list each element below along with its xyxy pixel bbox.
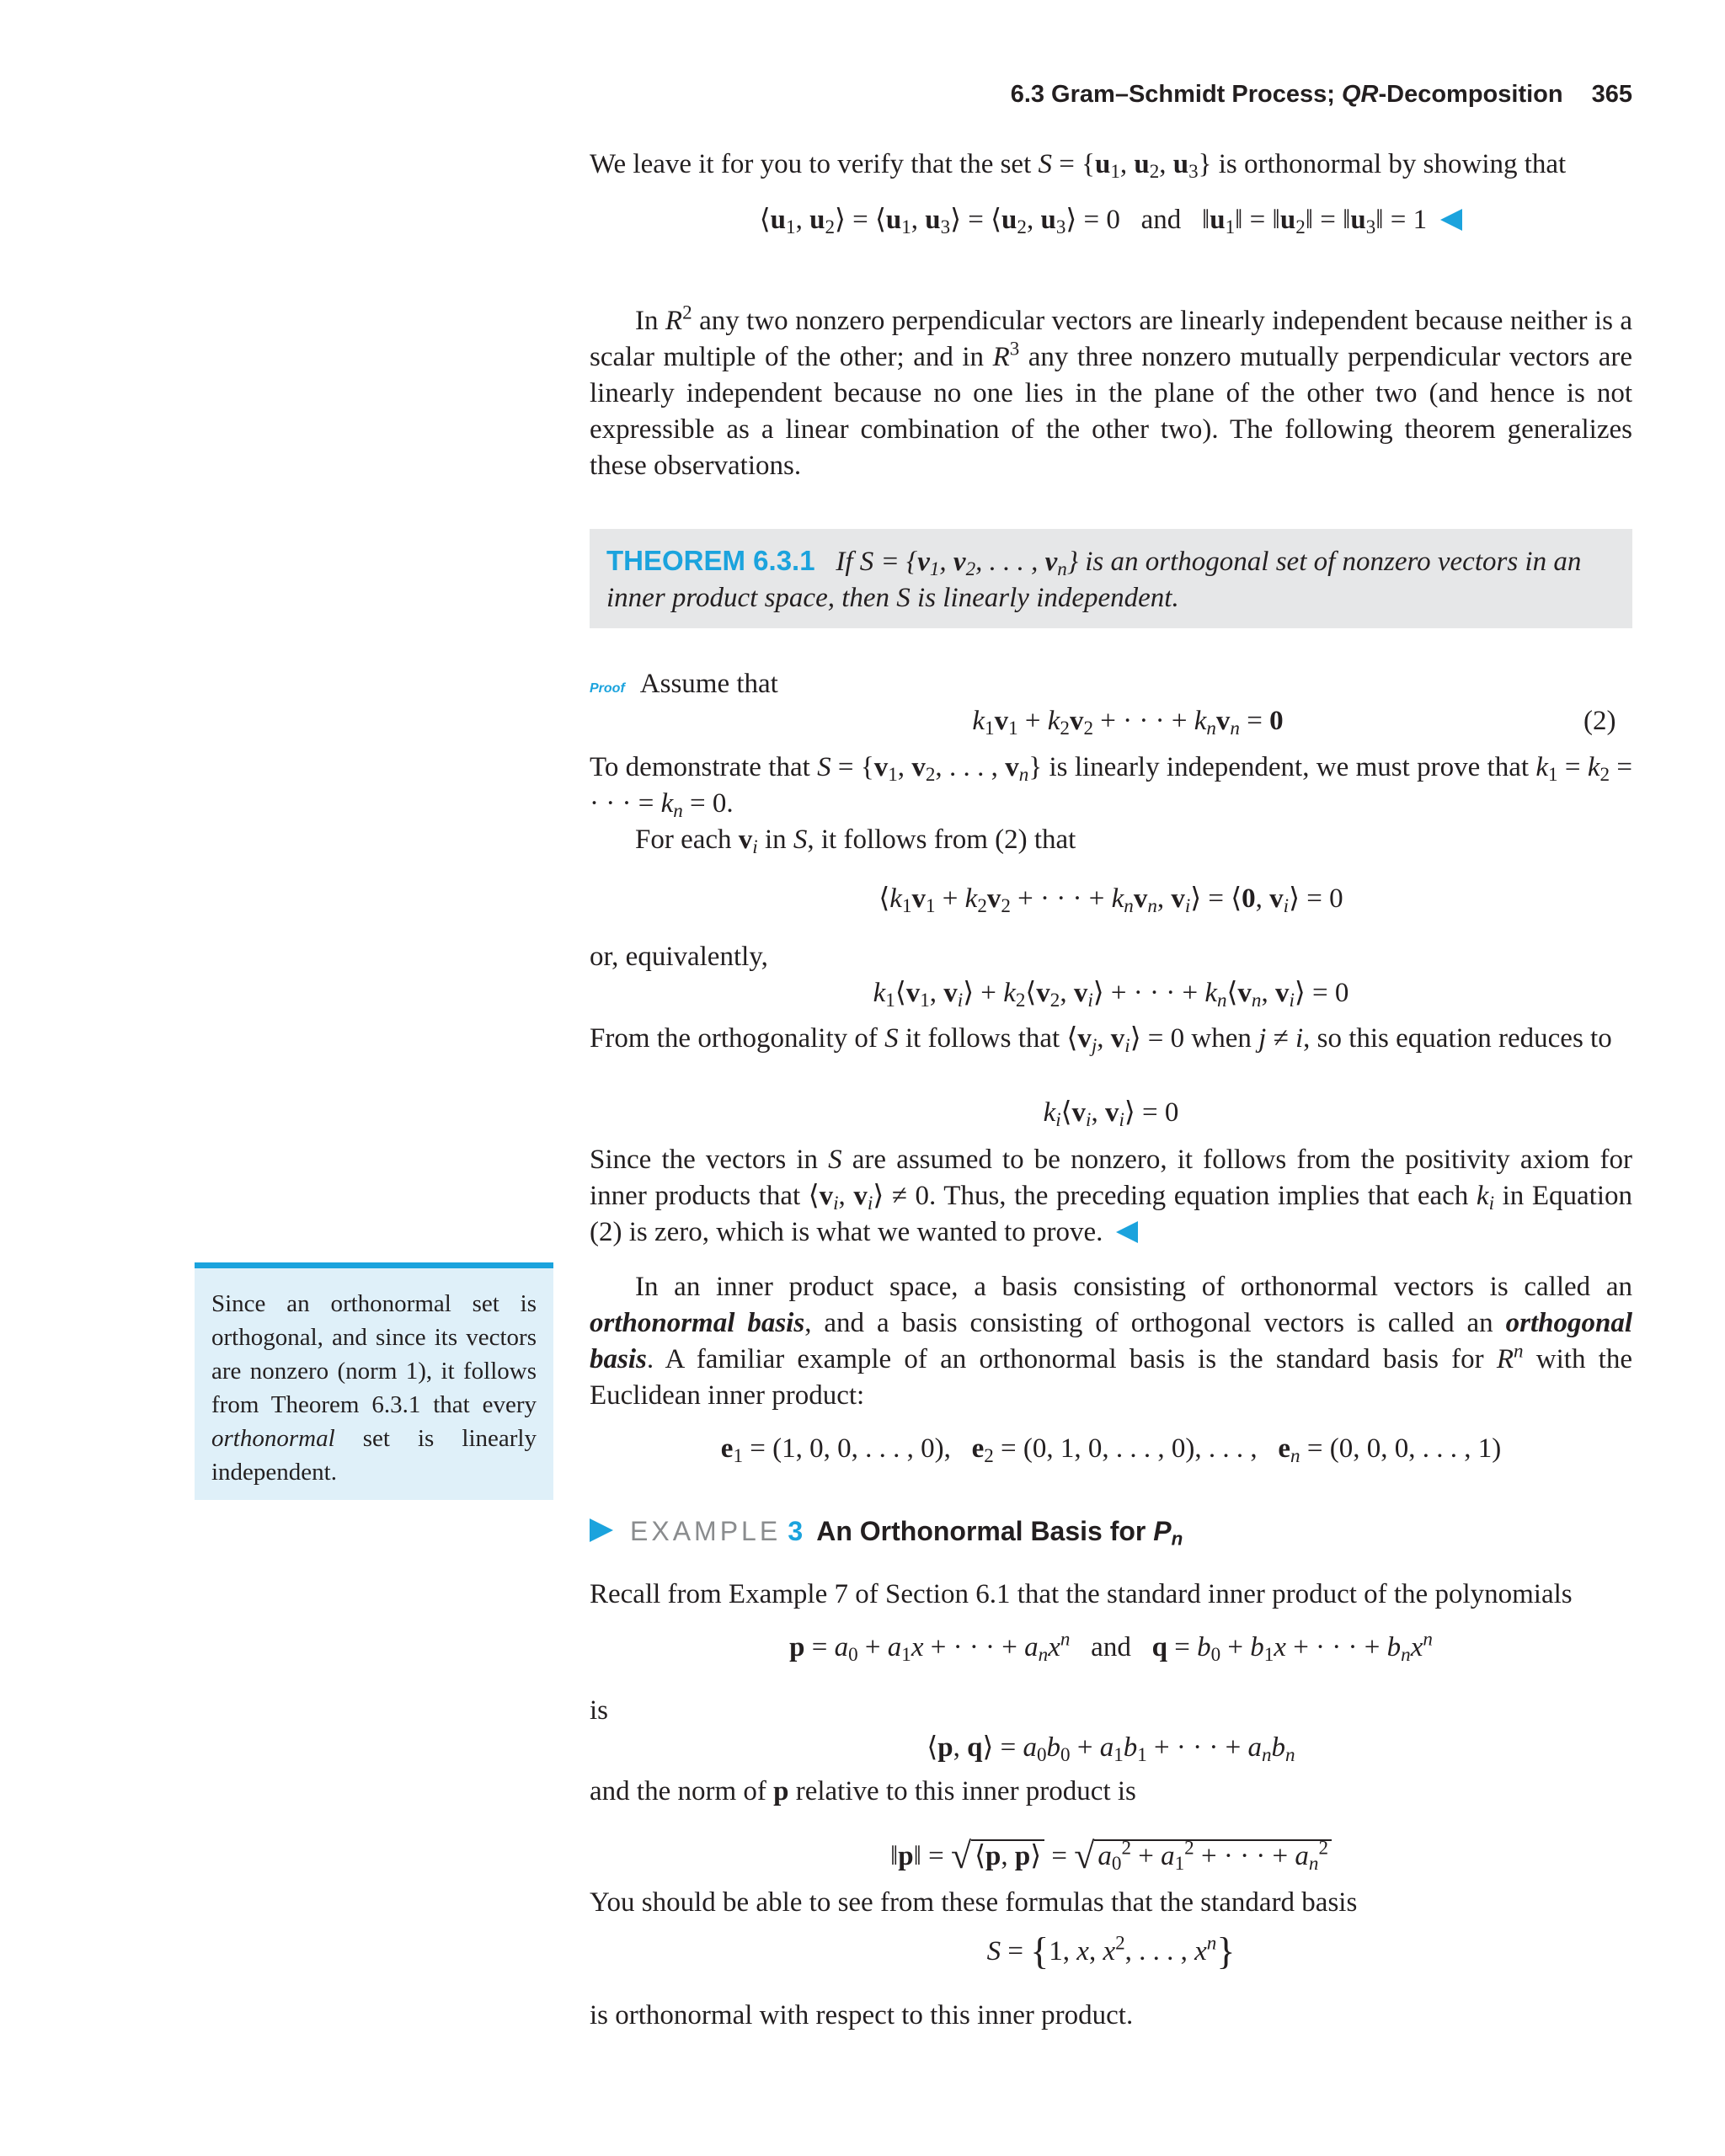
proof-conclusion: Since the vectors in S are assumed to be nonzero, it follows from the positivity axiom for inner products that $⟨v_i$, $v_i⟩ \ne 0$. Thus, the preceding equation implies that each $k_i$ in Equation (2) is zero, which is what we wanted to prove. (590, 1145, 1633, 1247)
section-title: 6.3 Gram–Schmidt Process; QR-Decomposition (1010, 81, 1563, 108)
equation-2: $k_1v_1 + k_2v_2$ + · · · + $k_nv_n = 0$ (972, 706, 1284, 739)
proof-start (590, 669, 1632, 700)
margin-note-text: Since an orthonormal set is orthogonal, and since its vectors are nonzero (norm 1), it follows from Theorem 6.3.1 that every orthonormal set is linearly independent. (211, 1290, 537, 1486)
perpendicular-paragraph: In $R^2$ any two nonzero perpendicular vectors are linearly independent because neither is a scalar multiple of the other; and in $R^3$ any three nonzero mutually perpendicular vectors are linearly independent because no one lies in the plane of the other two (and hence is not expressible as a linear combination of the other two). The following theorem generalizes these observations. (590, 301, 1632, 481)
equation-2-number: (2) (1583, 706, 1616, 736)
equation-verify: $⟨u_1$, $u_2⟩$ = $⟨u_1$, $u_3⟩$ = $⟨u_2$, $u_3⟩ = 0$ and $‖u_1‖$ = $‖u_2‖$ = $‖u_3‖ = 1$ (590, 202, 1632, 236)
equation-b: $k_1⟨v_1$, $v_i⟩$ + $k_2⟨v_2$, $v_i⟩$ + · · · + $k_n⟨v_n$, $v_i⟩ = 0$ (873, 978, 1349, 1011)
example-number: 3 (788, 1516, 804, 1546)
example-see-text: You should be able to see from these formulas that the standard basis (590, 1887, 1358, 1918)
theorem-text: THEOREM 6.3.1 If $S = \{v_1$, $v_2$, . . . , $v_n$} is an orthogonal set of nonzero vectors in an inner product space, then S is linearly independent. (606, 545, 1582, 613)
example-is: is (590, 1695, 609, 1726)
equation-norm: ‖p‖ = √ ⟨p, p⟩ = √ $a_0^2 + a_1^2$ + · · · + $a_n^2$ (590, 1834, 1632, 1877)
equation-standard-set: S = {1, x, $x^2$, . . . , $x^n$} (986, 1929, 1236, 1972)
example-recall: Recall from Example 7 of Section 6.1 that the standard inner product of the polynomials (590, 1579, 1573, 1609)
running-header (969, 81, 1632, 109)
proof-demonstrate: To demonstrate that $S = \{v_1$, $v_2$, . . . , $v_n$} is linearly independent, we must prove that $k_1 = k_2$ = · · · = $k_n = 0$. For each $v_i$ in S, it follows from (2) that (590, 752, 1632, 857)
end-of-example-marker-icon (1440, 209, 1462, 231)
equation-polynomials: $p = a_0 + a_1x$ + · · · + $a_nx^n$ and $q = b_0 + b_1x$ + · · · + $b_nx^n$ (789, 1627, 1433, 1665)
example-closing: is orthonormal with respect to this inner product. (590, 2000, 1134, 2031)
margin-note (195, 1262, 553, 1500)
example-label: EXAMPLE (630, 1516, 782, 1546)
example-arrow-icon (590, 1518, 613, 1542)
proof-label: Proof (590, 681, 625, 696)
proof-assume: Assume that (639, 669, 778, 699)
intro-paragraph (590, 147, 1632, 183)
example-title: An Orthonormal Basis for $P_n$ (816, 1516, 1183, 1550)
page-number: 365 (1591, 81, 1632, 108)
theorem-label: THEOREM 6.3.1 (606, 545, 815, 576)
proof-orthogonality: From the orthogonality of S it follows that $⟨v_j$, $v_i⟩ = 0$ when j ≠ i, so this equation reduces to (590, 1023, 1612, 1056)
example-norm-text: and the norm of p relative to this inner product is (590, 1776, 1136, 1806)
equation-inner-product: ⟨p, q⟩ = $a_0b_0 + a_1b_1$ + · · · + $a_nb_n$ (927, 1732, 1295, 1765)
equation-a: $⟨k_1v_1 + k_2v_2$ + · · · + $k_nv_n$, $v_i⟩$ = ⟨0, $v_i⟩ = 0$ (879, 883, 1343, 916)
equation-standard-basis: $e_1 = (1$, 0, 0, . . . , 0), $e_2 = (0$, 1, 0, . . . , 0), . . . , $e_n = (0$, 0, 0, . . . , 1) (720, 1433, 1502, 1466)
intro-line: We leave it for you to verify that the set $S = \{u_1$, $u_2$, $u_3$} is orthonormal by showing that (590, 149, 1567, 182)
end-of-proof-marker-icon (1116, 1221, 1138, 1243)
equation-c: $k_i⟨v_i$, $v_i⟩ = 0$ (1043, 1097, 1179, 1130)
proof-equivalently: or, equivalently, (590, 942, 768, 972)
example-heading (590, 1516, 1183, 1548)
theorem-box (590, 529, 1632, 628)
basis-paragraph: In an inner product space, a basis consisting of orthonormal vectors is called an orthonormal basis, and a basis consisting of orthogonal vectors is called an orthogonal basis. A familiar example of an orthonormal basis is the standard basis for $R^n$ with the Euclidean inner product: (590, 1272, 1633, 1411)
